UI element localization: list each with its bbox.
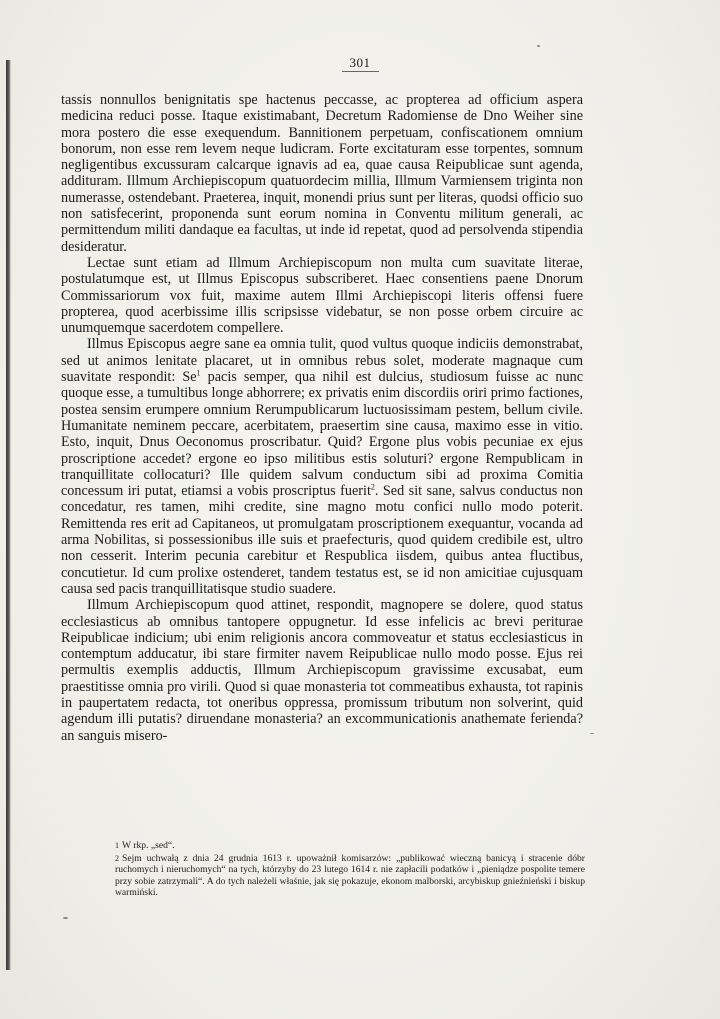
- scan-speck: [537, 45, 540, 47]
- footnote-ref-1: 1: [196, 368, 201, 378]
- footnote-2: [115, 853, 585, 899]
- scan-speck: [63, 917, 68, 919]
- paragraph-3-part-3: . Sed sit sane, salvus conductus non concedatur, res tamen, mihi credite, sine magno motu confici nullo modo poterit. Remittenda res erit ad Capitaneos, ut promulgatam proscriptionem exequantur, vocanda ad arma Nobilitas, si possessionibus ille suis et praefecturis, quod quidem credibile est, ultro non cesserit. Interim pecunia carebitur et Respublica iisdem, quibus antea fluctibus, concutietur. Id cum prolixe ostenderet, tandem testatus est, se id non amicitiae cujusquam causa sed pacis tranquillitatisque studio suadere.: [61, 483, 584, 597]
- paragraph-3: [61, 336, 583, 597]
- footnote-text: W rkp. „sed“.: [122, 840, 175, 851]
- footnote-ref-2: 2: [370, 482, 375, 492]
- paragraph-4: Illmum Archiepiscopum quod attinet, respondit, magnopere se dolere, quod status ecclesiasticus ab omnibus tantopere oppugnetur. Id esse infelicis ac brevi perituraе Reipublicae indicium; ubi enim religionis ancora commoveatur et status ecclesiasticus in contemptum adducatur, ibi stare firmiter navem Reipublicae nullo modo posse. Ejus rei permultis exemplis adductis, Illmum Archiepiscopum gravissime excusabat, eum praestitisse omnia pro virili. Quod si quae monasteria tot commeatibus exhausta, tot rapinis in paupertatem redacta, tot oneribus oppressa, promissum tributum non solverint, quid agendum illi putatis? diruendane monasteria? an excommunicationis anathemate ferienda? an sanguis misero-: [61, 597, 583, 744]
- footnote-1: [115, 840, 585, 852]
- page-number: [0, 55, 720, 71]
- scan-speck: [590, 733, 594, 734]
- paragraph-3-part-2: pacis semper, qua nihil est dulcius, studiosum fuisse ac nunc quoque esse, a tumultibus longe abhorrere; ex privatis enim discordiis oriri primo factiones, postea sensim erumpere omnium Rerumpublicarum luctuosissimam pestem, bellum civile. Humanitate neminem peccare, acerbitatem, praesertim sine causa, maximo esse in vitio. Esto, inquit, Dnus Oeconomus proscribatur. Quid? Ergone plus vobis pecuniae ex ejus proscriptione accedet? ergone eo ipso militibus estis soluturi? ergone Rempublicam in tranquillitate collocaturi? Ille quidem salvum conductum sibi ad proxima Comitia concessum iri putat, etiamsi a vobis proscriptus fuerit: [61, 369, 583, 500]
- binding-shadow: [6, 60, 11, 970]
- footnote-number: 2: [115, 853, 119, 863]
- paragraph-3-part-1: Illmus Episcopus aegre sane ea omnia tulit, quod vultus quoque indiciis demonstrabat, sed ut animos lenitate placaret, ut in omnibus rebus solet, moderate magnaque cum suavitate respondit: Se: [61, 336, 583, 386]
- page-number-text: 301: [342, 55, 379, 72]
- footnote-text: Sejm uchwałą z dnia 24 grudnia 1613 r. upoważnił komisarzów: „publikować wieczną banicyą i stracenie dóbr ruchomych i nieruchomych“ na tych, którzyby do 23 lutego 1614 r. nie zapłacili podatków i „pieniądze pospolite temere przy sobie zatrzymali“. A do tych należeli właśnie, jak się pokazuje, ekonom malborski, arcybiskup gnieźnieński i biskup warmiński.: [115, 852, 585, 898]
- footnotes: [115, 840, 585, 900]
- body-text: [61, 92, 583, 744]
- paragraph-2: Lectae sunt etiam ad Illmum Archiepiscopum non multa cum suavitate literae, postulatumque est, ut Illmus Episcopus subscriberet. Haec consentiens paene Dnorum Commissariorum vox fuit, maxime autem Illmi Archiepiscopi literis offensi fuere propterea, quod acerbissime illis scripsisse videbatur, se non posse orbem circuire ac unumquemque sacerdotem compellere.: [61, 254, 583, 337]
- footnote-number: 1: [115, 841, 119, 850]
- paragraph-1: tassis nonnullos benignitatis spe hactenus peccasse, ac propterea ad officium aspera medicina reduci posse. Itaque existimabant, Decretum Radomiense de Dno Weiher sine mora postero die esse exequendum. Bannitionem perpetuam, confiscationem omnium bonorum, non esse rem levem neque ludicram. Forte excitaturam esse torpentes, somnum negligentibus excussuram calcarque ignavis ad ea, quae causa Reipublicae sunt agenda, addituram. Illmum Archiepiscopum quatuordecim millia, Illmum Varmiensem triginta non numerasse, ostendebant. Praeterea, inquit, monendi prius sunt per literas, quodsi officio suo non satisfecerint, proponenda sunt eorum nomina in Conventu militum generali, ac permittendum militi dandaque ea facultas, ut inde id repetat, quod ad persolvenda stipendia desideratur.: [61, 92, 583, 255]
